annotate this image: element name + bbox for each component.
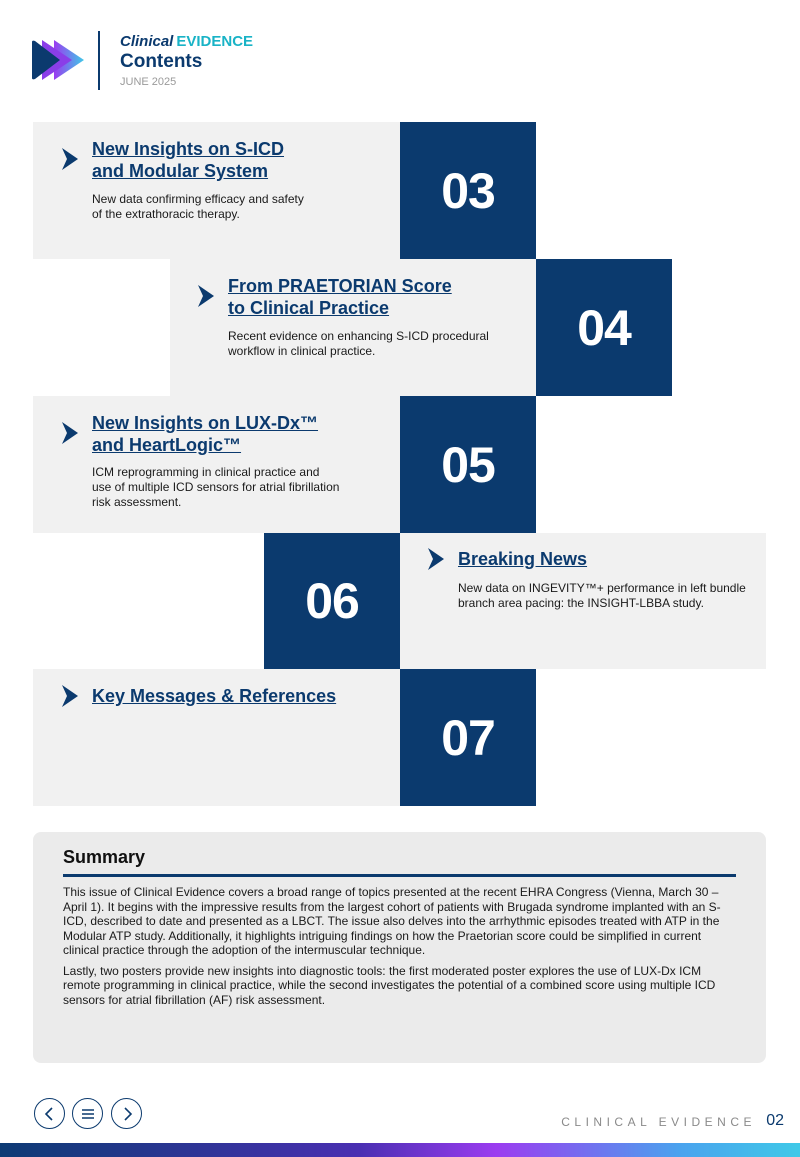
toc-item-03-title[interactable] (92, 138, 284, 182)
toc-item-06-desc-line2: branch area pacing: the INSIGHT-LBBA study. (458, 596, 704, 610)
toc-item-06-number-tile[interactable] (264, 533, 400, 669)
toc-item-07-number: 07 (441, 709, 495, 766)
previous-page-button[interactable] (34, 1098, 65, 1129)
chevron-right-icon (121, 1107, 133, 1121)
footer-publication-label: CLINICAL EVIDENCE (561, 1115, 756, 1129)
toc-item-04-desc-line2: workflow in clinical practice. (228, 344, 376, 358)
toc-item-03-desc-line1: New data confirming efficacy and safety (92, 192, 304, 206)
publication-brand (120, 33, 253, 50)
issue-date: JUNE 2025 (120, 76, 177, 88)
menu-button[interactable] (72, 1098, 103, 1129)
chevron-right-icon (198, 285, 214, 307)
summary-paragraph-2: Lastly, two posters provide new insights into diagnostic tools: the first moderated poster explores the use of LUX-Dx ICM remote programming in clinical practice, while the second investigates the potential of a combined score using multiple ICD sensors for atrial fibrillation (AF) risk assessment. (63, 963, 716, 1007)
chevron-right-icon (62, 422, 78, 444)
summary-paragraph-1: This issue of Clinical Evidence covers a broad range of topics presented at the recent EHRA Congress (Vienna, March 30 – April 1). It begins with the impressive results from the largest cohort of patients with Brugada syndrome implanted with an S-ICD, described to date and presented as a LBCT. The issue also delves into the arrhythmic episodes treated with ATP in the Modular ATP study. Additionally, it highlights intriguing findings on how the Praetorian score could be simplified in current clinical practice through the adoption of the intermuscular technique. (63, 885, 721, 957)
footer-gradient-bar (0, 1143, 800, 1157)
header-divider (98, 31, 100, 90)
toc-item-03-number-tile[interactable] (400, 122, 536, 259)
toc-item-05-title[interactable] (92, 412, 318, 456)
toc-item-04-title[interactable] (228, 275, 452, 319)
toc-item-06-title-line1[interactable]: Breaking News (458, 549, 588, 569)
page-number: 02 (766, 1112, 784, 1129)
toc-item-06-desc-line1: New data on INGEVITY™+ performance in left bundle (458, 581, 746, 595)
toc-item-04-title-line2[interactable]: to Clinical Practice (228, 298, 390, 318)
toc-item-05-desc-line3: risk assessment. (92, 495, 182, 509)
brand-italic: Clinical (120, 33, 174, 50)
toc-item-03-description (92, 192, 304, 222)
toc-item-03-title-line1[interactable]: New Insights on S-ICD (92, 139, 285, 159)
brand-caps: EVIDENCE (176, 33, 254, 50)
chevron-right-icon (62, 685, 78, 707)
toc-item-03-desc-line2: of the extrathoracic therapy. (92, 207, 240, 221)
toc-item-07-title-line1[interactable]: Key Messages & References (92, 686, 337, 706)
toc-item-03-number: 03 (441, 162, 495, 219)
toc-item-06-number: 06 (305, 573, 359, 629)
toc-item-05-number-tile[interactable] (400, 396, 536, 533)
summary-title: Summary (63, 847, 146, 867)
toc-item-04-number: 04 (577, 299, 631, 356)
toc-item-04-title-line1[interactable]: From PRAETORIAN Score (228, 276, 452, 296)
toc-item-05-title-line2[interactable]: and HeartLogic™ (92, 435, 242, 455)
summary-divider (63, 874, 736, 877)
toc-item-05-desc-line1: ICM reprogramming in clinical practice and (92, 465, 320, 479)
toc-item-04-desc-line1: Recent evidence on enhancing S-ICD procedural (228, 329, 489, 343)
toc-item-04-description (228, 329, 489, 359)
toc-item-06-title[interactable] (458, 548, 587, 570)
toc-item-05-desc-line2: use of multiple ICD sensors for atrial fibrillation (92, 480, 340, 494)
toc-item-07-number-tile[interactable] (400, 669, 536, 806)
page-title: Contents (120, 51, 203, 72)
chevron-right-icon (428, 548, 444, 570)
toc-item-05-description (92, 465, 339, 510)
next-page-button[interactable] (111, 1098, 142, 1129)
toc-item-06-description (458, 581, 746, 611)
brand-logo-icon (32, 40, 84, 80)
toc-item-05-number: 05 (441, 436, 495, 493)
menu-icon (81, 1108, 95, 1120)
chevron-right-icon (62, 148, 78, 170)
toc-item-05-title-line1[interactable]: New Insights on LUX-Dx™ (92, 413, 319, 433)
toc-item-03-title-line2[interactable]: and Modular System (92, 161, 269, 181)
toc-item-04-number-tile[interactable] (536, 259, 672, 396)
chevron-left-icon (44, 1107, 56, 1121)
summary-body (63, 885, 731, 1013)
toc-item-07-title[interactable] (92, 685, 336, 707)
summary-box (33, 832, 766, 1063)
